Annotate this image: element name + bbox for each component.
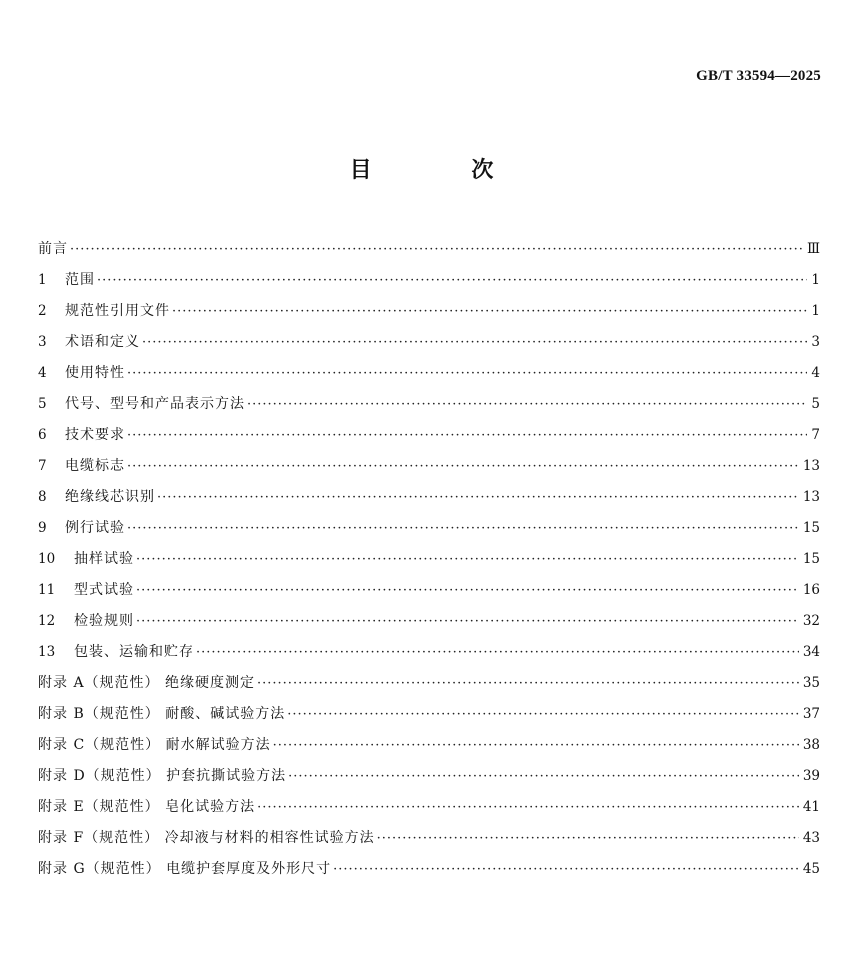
toc-leader (127, 358, 807, 389)
toc-label: 附录 A（规范性） 绝缘硬度测定 (38, 675, 256, 691)
toc-label: 范围 (65, 272, 95, 288)
toc-entry-10[interactable] (38, 544, 820, 575)
toc-label: 附录 F（规范性） 冷却液与材料的相容性试验方法 (38, 830, 375, 846)
toc-page: 45 (802, 861, 820, 877)
toc-number: 9 (38, 520, 47, 536)
toc-leader (157, 482, 799, 513)
toc-label: 使用特性 (65, 365, 125, 381)
toc-leader (196, 637, 799, 668)
toc-entry-13[interactable] (38, 637, 820, 668)
toc-leader (136, 575, 799, 606)
toc-entry-annex-c[interactable] (38, 730, 820, 761)
toc-number: 3 (38, 334, 47, 350)
toc-number: 5 (38, 396, 47, 412)
toc-label: 型式试验 (74, 582, 134, 598)
toc-number: 12 (38, 613, 56, 629)
toc-entry-8[interactable] (38, 482, 820, 513)
toc-leader (333, 854, 799, 885)
toc-leader (257, 792, 799, 823)
toc-entry-9[interactable] (38, 513, 820, 544)
toc-leader (257, 668, 799, 699)
toc-page: 1 (811, 272, 820, 288)
toc-entry-annex-f[interactable] (38, 823, 820, 854)
toc-leader (247, 389, 807, 420)
toc-leader (70, 234, 803, 265)
toc-number: 6 (38, 427, 47, 443)
toc-number: 11 (38, 582, 56, 598)
toc-page: 34 (802, 644, 820, 660)
toc-leader (97, 265, 807, 296)
toc-leader (377, 823, 799, 854)
toc-page: 37 (802, 706, 820, 722)
toc-leader (142, 327, 807, 358)
toc-label: 电缆标志 (65, 458, 125, 474)
toc-page: 38 (802, 737, 820, 753)
toc-number: 8 (38, 489, 47, 505)
toc-leader (136, 544, 799, 575)
toc-leader (127, 513, 799, 544)
toc-entry-4[interactable] (38, 358, 820, 389)
toc-label: 绝缘线芯识别 (65, 489, 155, 505)
toc-entry-1[interactable] (38, 265, 820, 296)
toc-entry-6[interactable] (38, 420, 820, 451)
toc-number: 2 (38, 303, 47, 319)
toc-label: 前言 (38, 241, 68, 257)
toc-label: 检验规则 (74, 613, 134, 629)
toc-label: 附录 B（规范性） 耐酸、碱试验方法 (38, 706, 286, 722)
table-of-contents (38, 234, 820, 885)
toc-page: 43 (802, 830, 820, 846)
toc-entry-foreword[interactable] (38, 234, 820, 265)
toc-entry-7[interactable] (38, 451, 820, 482)
toc-entry-12[interactable] (38, 606, 820, 637)
toc-entry-2[interactable] (38, 296, 820, 327)
toc-number: 4 (38, 365, 47, 381)
toc-label: 包装、运输和贮存 (74, 644, 194, 660)
toc-leader (273, 730, 799, 761)
toc-page: 13 (802, 489, 820, 505)
toc-label: 附录 G（规范性） 电缆护套厚度及外形尺寸 (38, 861, 332, 877)
toc-label: 例行试验 (65, 520, 125, 536)
toc-label: 附录 E（规范性） 皂化试验方法 (38, 799, 256, 815)
toc-leader (288, 761, 799, 792)
toc-entry-5[interactable] (38, 389, 820, 420)
toc-number: 7 (38, 458, 47, 474)
toc-leader (287, 699, 799, 730)
toc-page: 15 (802, 520, 820, 536)
toc-page: 13 (802, 458, 820, 474)
toc-page: 32 (802, 613, 820, 629)
toc-page: 35 (802, 675, 820, 691)
toc-entry-annex-e[interactable] (38, 792, 820, 823)
toc-number: 1 (38, 272, 47, 288)
toc-page: 15 (802, 551, 820, 567)
toc-entry-annex-g[interactable] (38, 854, 820, 885)
toc-page: 1 (811, 303, 820, 319)
toc-label: 技术要求 (65, 427, 125, 443)
toc-page: 3 (811, 334, 820, 350)
standard-code: GB/T 33594—2025 (696, 68, 821, 84)
toc-page: Ⅲ (806, 241, 820, 257)
toc-page: 41 (802, 799, 820, 815)
toc-entry-3[interactable] (38, 327, 820, 358)
toc-leader (127, 451, 799, 482)
toc-label: 规范性引用文件 (65, 303, 170, 319)
toc-page: 16 (802, 582, 820, 598)
toc-leader (172, 296, 807, 327)
toc-entry-11[interactable] (38, 575, 820, 606)
toc-entry-annex-d[interactable] (38, 761, 820, 792)
toc-label: 术语和定义 (65, 334, 140, 350)
toc-page: 39 (802, 768, 820, 784)
toc-leader (136, 606, 799, 637)
page-title: 目 次 (349, 158, 540, 183)
toc-entry-annex-b[interactable] (38, 699, 820, 730)
toc-entry-annex-a[interactable] (38, 668, 820, 699)
toc-label: 代号、型号和产品表示方法 (65, 396, 245, 412)
toc-label: 抽样试验 (74, 551, 134, 567)
toc-number: 10 (38, 551, 56, 567)
toc-page: 4 (811, 365, 820, 381)
toc-page: 5 (811, 396, 820, 412)
toc-page: 7 (811, 427, 820, 443)
toc-number: 13 (38, 644, 56, 660)
toc-leader (127, 420, 807, 451)
toc-label: 附录 C（规范性） 耐水解试验方法 (38, 737, 271, 753)
toc-label: 附录 D（规范性） 护套抗撕试验方法 (38, 768, 287, 784)
